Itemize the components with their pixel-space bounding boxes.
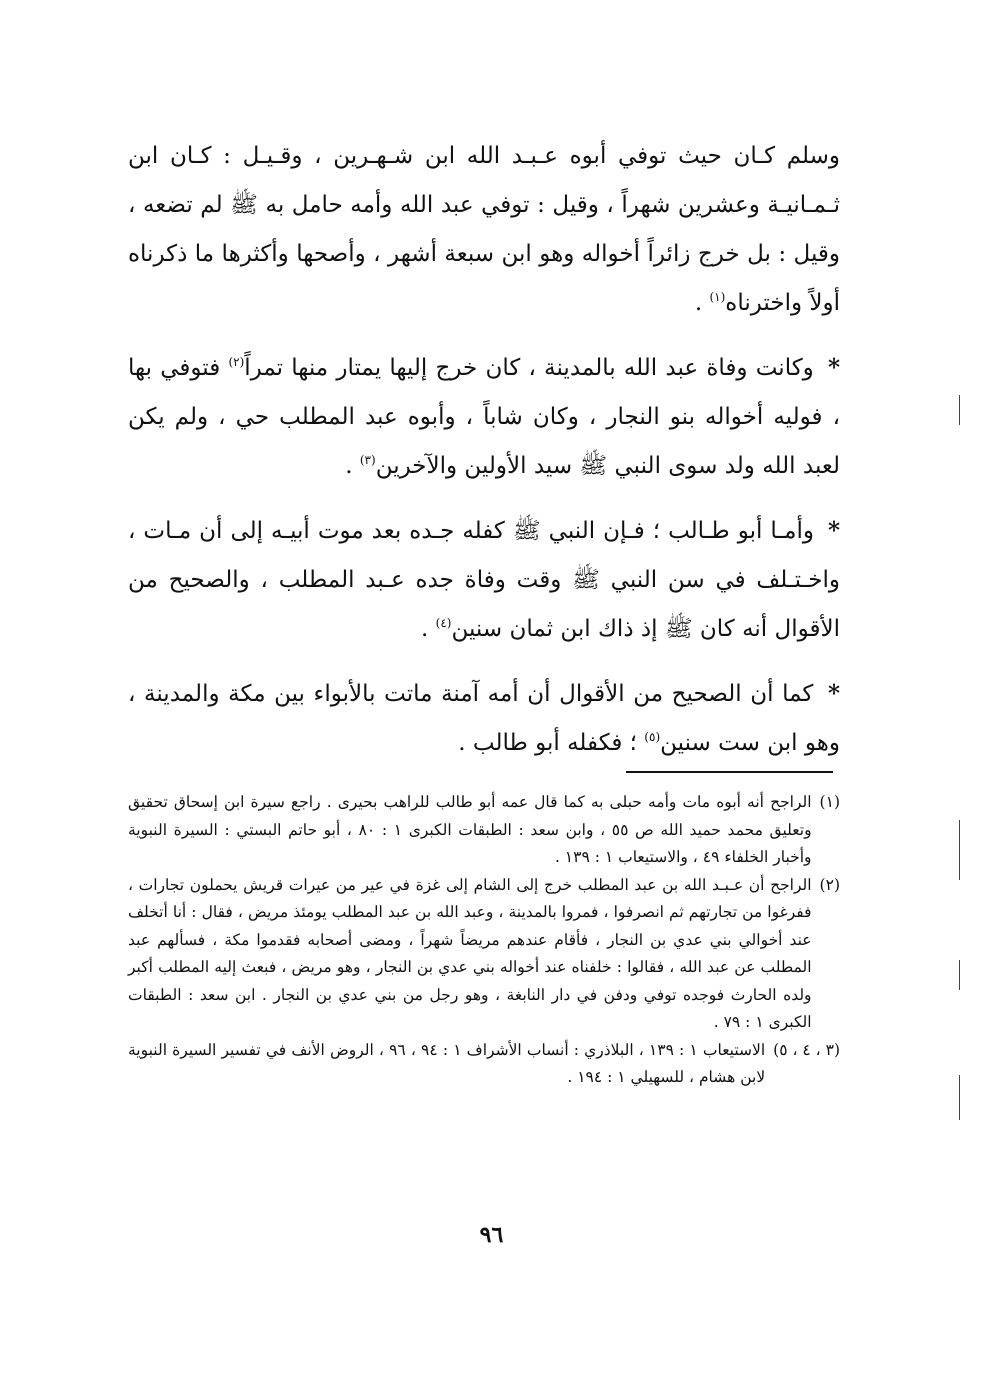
footnote-number: (٣ ، ٤ ، ٥)	[773, 1040, 840, 1059]
footnotes	[128, 789, 840, 1092]
footnote-ref[interactable]: (٣)	[359, 453, 376, 467]
footnote-ref[interactable]: (١)	[709, 290, 726, 304]
footnote-number: (١)	[819, 793, 840, 811]
footnote-ref[interactable]: (٤)	[435, 616, 452, 630]
paragraph-2: * وكانت وفاة عبد الله بالمدينة ، كان خرج إليها يمتار منها تمراً$^{(٢)}$ فتوفي بها ، فوليه أخواله بنو النجار ، وكان شاباً ، وأبوه عبد المطلب حي ، ولم يكن لعبد الله ولد سوى النبي ﷺ سيد الأولين والآخرين$^{(٣)}$ .	[128, 354, 841, 479]
footnote-text: الراجح أن عـبـد الله بن عبد المطلب خرج إلى الشام إلى غزة في عير من عيرات قريش يحملون تجارات ، ففرغوا من تجارتهم ثم انصرفوا ، فمروا بالمدينة ، وعبد الله بن عبد المطلب يومئذ مريض ، فقال : أنا أتخلف عند أخوالي بني عدي بن النجار ، فأقام عندهم مريضاً شهراً ، ومضى أصحابه فقدموا مكة ، فسألهم عبد المطلب عن عبد الله ، فقالوا : خلفناه عند أخواله بني عدي بن النجار ، وهو مريض ، فبعث إليه المطلب أكبر ولده الحارث فوجده توفي ودفن في دار النابغة ، وهو رجل من بني عدي بن النجار . ابن سعد : الطبقات الكبرى ١ : ٧٩ .	[128, 875, 812, 1031]
main-text	[128, 132, 840, 768]
footnote-3-4-5	[128, 1037, 840, 1092]
page-number: ٩٦	[479, 1222, 504, 1248]
paragraph-1: وسلم كـان حيث توفي أبوه عـبـد الله ابن شـهـرين ، وقـيـل : كـان ابن ثـمـانيـة وعشرين شهراً ، وقيل : توفي عبد الله وأمه حامل به ﷺ لم تضعه ، وقيل : بل خرج زائراً أخواله وهو ابن سبعة أشهر ، وأصحها وأكثرها ما ذكرناه أولاً واخترناه$^{(١)}$ .	[128, 143, 840, 316]
paragraph-3: * وأمـا أبو طـالب ؛ فـإن النبي ﷺ كفله جـده بعد موت أبيـه إلى أن مـات ، واخـتـلف في سن النبي ﷺ وقت وفاة جده عـبد المطلب ، والصحيح من الأقوال أنه كان ﷺ إذ ذاك ابن ثمان سنين$^{(٤)}$ .	[128, 517, 840, 642]
footnote-number: (٢)	[819, 875, 840, 894]
footnote-text: الراجح أنه أبوه مات وأمه حبلى به كما قال عمه أبو طالب للراهب بحيرى . راجع سيرة ابن إسحاق تحقيق وتعليق محمد حميد الله ص ٥٥ ، وابن سعد : الطبقات الكبرى ١ : ٨٠ ، أبو حاتم البستي : السيرة النبوية وأخبار الخلفاء ٤٩ ، والاستيعاب ١ : ١٣٩ .	[128, 793, 812, 866]
bullet-star: *	[827, 517, 840, 544]
scan-artifact-line	[959, 395, 960, 425]
footnote-separator	[626, 771, 833, 773]
scan-artifact-line	[959, 820, 960, 880]
footnote-1	[128, 789, 840, 872]
bullet-star: *	[827, 680, 841, 707]
scan-artifact-line	[959, 1075, 960, 1120]
bullet-star: *	[827, 354, 841, 381]
footnote-ref[interactable]: (٢)	[228, 355, 245, 369]
footnote-text: الاستيعاب ١ : ١٣٩ ، البلاذري : أنساب الأشراف ١ : ٩٤ ، ٩٦ ، الروض الأنف في تفسير السيرة النبوية لابن هشام ، للسهيلي ١ : ١٩٤ .	[128, 1040, 766, 1086]
paragraph-4: * كما أن الصحيح من الأقوال أن أمه آمنة ماتت بالأبواء بين مكة والمدينة ، وهو ابن ست سنين$^{(٥)}$ ؛ فكفله أبو طالب .	[128, 680, 841, 756]
footnote-2	[128, 872, 840, 1037]
scan-artifact-line	[959, 960, 960, 990]
footnote-ref[interactable]: (٥)	[644, 730, 661, 744]
